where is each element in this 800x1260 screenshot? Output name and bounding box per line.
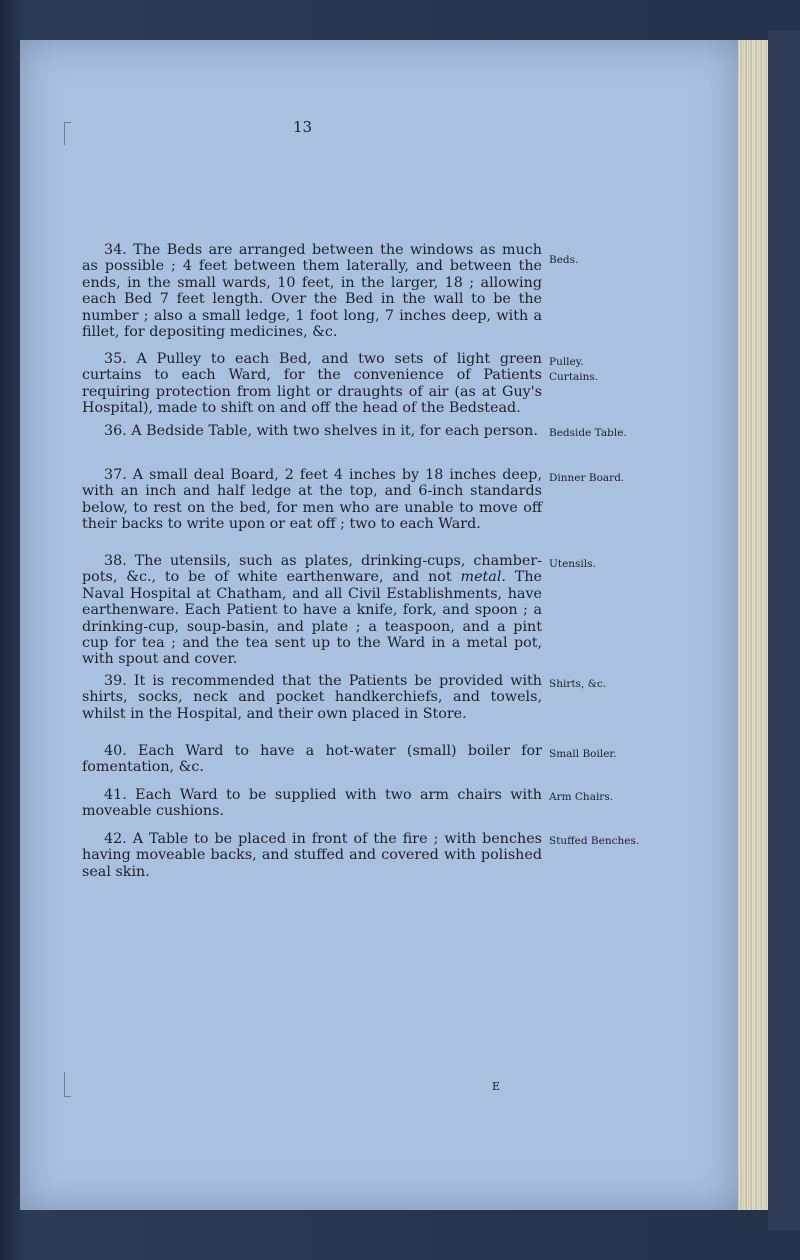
margin-note-stuffed-benches: Stuffed Benches. xyxy=(549,835,640,847)
paragraph-34: 34. The Beds are arranged between the windows as much as possible ; 4 feet between them laterally, and between the ends, in the small wards, 10 feet, in the larger, 18 ; allowing each Bed 7 feet length. Over the Bed in the wall to be the number ; also a small ledge, 1 foot long, 7 inches deep, with a fillet, for depositing medicines, &c. xyxy=(82,242,542,341)
book-cover-edge xyxy=(768,30,800,1230)
paragraph-38 xyxy=(82,553,542,668)
paragraph-38-italic: metal. xyxy=(460,569,506,586)
margin-note-beds: Beds. xyxy=(549,254,579,266)
crop-mark-bottom xyxy=(64,1072,71,1097)
paragraph-37: 37. A small deal Board, 2 feet 4 inches by 18 inches deep, with an inch and half ledge at the top, and 6-inch standards below, to rest on the bed, for men who are unable to move off their backs to write upon or eat off ; two to each Ward. xyxy=(82,467,542,533)
paragraph-40: 40. Each Ward to have a hot-water (small) boiler for fomentation, &c. xyxy=(82,743,542,776)
signature-mark: E xyxy=(492,1080,501,1093)
paragraph-38-text-after: The Naval Hospital at Chatham, and all Civil Establishments, have earthenware. Each Patient to have a knife, fork, and spoon ; a drinking-cup, soup-basin, and plate ; a teaspoon, and a pint cup for tea ; and the tea sent up to the Ward in a metal pot, with spout and cover. xyxy=(82,569,543,668)
crop-mark-top xyxy=(64,122,71,145)
margin-note-small-boiler: Small Boiler. xyxy=(549,748,617,760)
paragraph-42: 42. A Table to be placed in front of the fire ; with benches having moveable backs, and stuffed and covered with polished seal skin. xyxy=(82,831,542,880)
paragraph-41: 41. Each Ward to be supplied with two arm chairs with moveable cushions. xyxy=(82,787,542,820)
page-number: 13 xyxy=(293,118,313,136)
margin-note-dinner-board: Dinner Board. xyxy=(549,472,625,484)
paragraph-39: 39. It is recommended that the Patients be provided with shirts, socks, neck and pocket handkerchiefs, and towels, whilst in the Hospital, and their own placed in Store. xyxy=(82,673,542,722)
margin-note-bedside-table: Bedside Table. xyxy=(549,427,627,439)
margin-note-utensils: Utensils. xyxy=(549,558,596,570)
paragraph-38-text-before: 38. The utensils, such as plates, drinking-cups, chamber-pots, &c., to be of white earthenware, and not xyxy=(82,553,542,586)
margin-note-pulley-curtains: Pulley. Curtains. xyxy=(549,356,599,383)
margin-note-shirts: Shirts, &c. xyxy=(549,678,607,690)
page-fore-edge xyxy=(738,40,768,1210)
paragraph-35: 35. A Pulley to each Bed, and two sets of light green curtains to each Ward, for the convenience of Patients requiring protection from light or draughts of air (as at Guy's Hospital), made to shift on and off the head of the Bedstead. xyxy=(82,351,542,417)
margin-note-arm-chairs: Arm Chairs. xyxy=(549,791,614,803)
paragraph-36: 36. A Bedside Table, with two shelves in it, for each person. xyxy=(104,423,538,439)
